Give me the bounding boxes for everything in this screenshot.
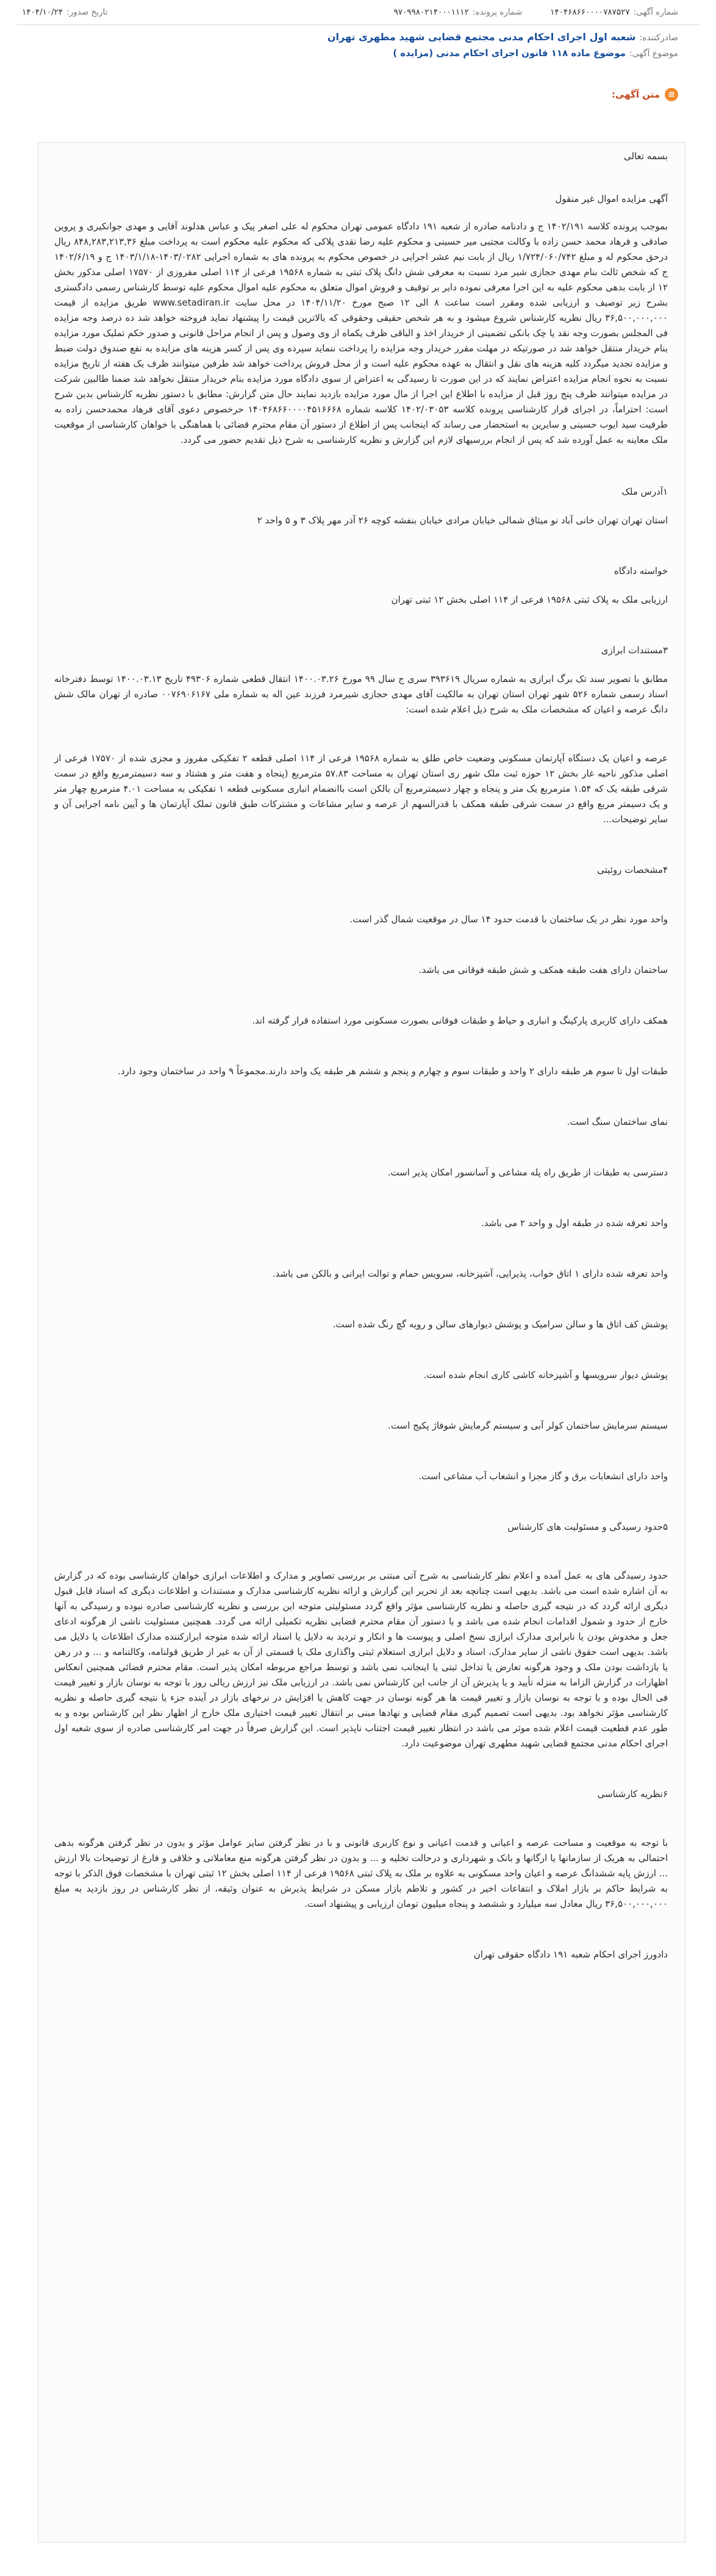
paragraph-auction-terms: بموجب پرونده کلاسه ۱۴۰۲/۱۹۱ ج و دادنامه صادره از شعبه ۱۹۱ دادگاه عمومی تهران محکوم له علی اصغر پیک و عباس هدلوند آقایی و مهدی جوانکیری و پروین صادقی و فرهاد محمد حسن زاده با وکالت مجتبی میر حسینی و محکوم علیه رضا نقدی پلاکی که محکوم علیه محکوم است به پرداخت مبلغ ۸۴۸,۲۸۳,۲۱۳,۳۶ ریال درحق محکوم له و مبلغ ۱/۷۲۴/۰۶۰/۷۴۲ ریال از بابت نیم عشر اجرایی در خصوص محکوم به پرونده های به شماره اجرایی ۱۴۰۳/۰۲۸۲-۱۴۰۳/۱/۱۸ ج و ۱۴۰۲/۶/۱۹ ج که شخص ثالث بنام مهدی حجازی شیر مرد نسبت به معرفی شش دانگ پلاک ثبتی به شماره ۱۹۵۶۸ فرعی از ۱۱۴ اصلی مفروزی از ۱۷۵۷۰ اصلی مذکور بخش ۱۲ از بابت بدهی محکوم علیه به این اجرا معرفی نموده دایر بر توقیف و فروش اموال متعلق به محکوم علیه اموال محکوم علیه توسط کارشناس رسمی دادگستری بشرح زیر توصیف و ارزیابی شده ومقرر است ساعت ۸ الی ۱۲ صبح مورخ ۱۴۰۴/۱۱/۲۰ در محل سایت www.setadiran.ir طریق مزایده از قیمت ۳۶,۵۰۰,۰۰۰,۰۰۰ ریال نظریه کارشناس شروع میشود و به هر شخص حقیقی وحقوقی که بالاترین قیمت را پیشنهاد نماید فروخته خواهد شد ده درصد وجه مزایده فی المجلس بصورت وجه نقد یا چک بانکی تضمینی از خریدار اخذ و الباقی ظرف یکماه از وی وصول و پس از انجام مراحل قانونی و صدور حکم تملیک مورد مزایده بنام خریدار منتقل خواهد شد در صورتیکه در مهلت مقرر خریدار وجه مزایده را پرداخت ننماید سپرده وی پس از کسر هزینه های مزایده به نفع صندوق دولت ضبط و مزایده تجدید میگردد کلیه هزینه های نقل و انتقال به عهده محکوم علیه است و از محل فروش پرداخت خواهد شد طرفین میتوانند ظرف یک هفته از تاریخ مزایده نسبت به نحوه انجام مزایده اعتراض نمایند که در این صورت تا رسیدگی به اعتراض از سوی دادگاه مورد مزایده بنام خریدار منتقل نخواهد شد ضمنا طالبین شرکت در مزایده میتوانند ظرف پنج روز قبل از مزایده با اطلاع این اجرا از مال مورد مزایده بازدید نمایند حال متن گزارش: مطابق با دستور نظریه کارشناس بدین شرح است: احتراماً، در اجرای قرار کارشناسی پرونده کلاسه ۱۴۰۲/۰۳۰۵۳ کلاسه شماره ۱۴۰۴۶۸۶۶۰۰۰۰۴۵۱۶۶۶۸ حرخصوص دعوی آقای فرهاد محمدحسن زاده به طرفیت سید ایوب حسینی و سایرین به استحضار می رساند که اینجانب پس از اطلاع از دستور آن مقام محترم قضائی با هماهنگی با خواهان کارشناسی از موقعیت ملک معاینه به عمل آورده شد که پس از انجام بررسیهای لازم این گزارش و نظریه کارشناسی به شرح ذیل تقدیم حضور می گردد. [54,221,668,445]
spec-unit-floor: واحد تعرفه شده در طبقه اول و واحد ۲ می باشد. [481,1218,668,1229]
spec-rooms: واحد تعرفه شده دارای ۱ اتاق خواب، پذیرایی، آشپزخانه، سرویس حمام و توالت ایرانی و بالکن می باشد. [272,1268,668,1279]
notice-number: شماره آگهی:۱۴۰۴۶۸۶۶۰۰۰۰۷۸۷۵۲۷ [550,7,678,17]
spec-utilities: واحد دارای انشعابات برق و گاز مجزا و انشعاب آب مشاعی است. [418,1471,668,1482]
spec-flooring: پوشش کف اتاق ها و سالن سرامیک و پوشش دیوارهای سالن و رویه گچ رنگ شده است. [332,1319,668,1330]
heading-expert-opinion: ۶نظریه کارشناسی [597,1788,668,1799]
notice-meta-row [0,0,716,24]
spec-ground-floor-use: همکف دارای کاربری پارکینگ و انباری و حیاط و طبقات فوقانی بصورت مسکونی مورد استفاده قرار گرفته اند. [252,1015,668,1026]
subject-line: موضوع آگهی:موضوع ماده ۱۱۸ قانون اجرای احکام مدنی (مزایده ) [393,48,678,59]
notice-ids [394,7,678,17]
document-icon: ≡ [665,88,678,101]
notice-text-label: ≡ متن آگهی: [22,88,678,101]
heading-auction: آگهی مزایده اموال غیر منقول [555,193,668,204]
spec-units: طبقات اول تا سوم هر طبقه دارای ۲ واحد و طبقات سوم و چهارم و پنجم و ششم هر طبقه یک واحد دارند.مجموعاً ۹ واحد در ساختمان وجود دارد. [118,1066,668,1077]
heading-documents: ۳مستندات ابرازی [601,645,668,656]
notice-body [38,142,686,2542]
issue-date: تاریخ صدور:۱۴۰۴/۱۰/۲۴ [22,7,108,17]
subject-text: موضوع ماده ۱۱۸ قانون اجرای احکام مدنی (مزایده ) [393,48,626,59]
paragraph-expert-opinion: با توجه به موقعیت و مساحت عرصه و اعیانی و قدمت اعیانی و نوع کاربری قانونی و با در نظر گرفتن سایر عوامل مؤثر و بدون در نظر گرفتن هرگونه بدهی احتمالی به هریک از سازمانها یا ارگانها و بانک و شهرداری و درحالت تخلیه و ... و بدون در نظر گرفتن هرگونه منع معاملاتی و خلافی و فارغ از توضیحات بالا ارزش ... ارزش پایه ششدانگ عرصه و اعیان واحد مسکونی به علاوه بر ملک به پلاک ثبتی ۱۹۵۶۸ فرعی از ۱۱۴ اصلی بخش ۱۲ ثبتی تهران با مشخصات فوق الذکر با توجه به شرایط حاکم بر بازار املاک و انتفاعات اخیر در کشور و تلاطم بازار مسکن در شرایط پذیرش به عنوان وثیقه، از نظر کارشناس در روز بازدید به مبلغ ۳۶,۵۰۰,۰۰۰,۰۰۰ ریال معادل سه میلیارد و ششصد و پنجاه میلیون تومان ارزیابی و پیشنهاد است. [54,1837,668,1909]
spec-facade: نمای ساختمان سنگ است. [567,1116,668,1127]
spec-tiling: پوشش دیوار سرویسها و آشپزخانه کاشی کاری انجام شده است. [423,1369,668,1380]
paragraph-address: استان تهران تهران خانی آباد نو میثاق شمالی خیابان مرادی خیابان بنفشه کوچه ۲۶ آذر مهر پلاک ۳ و ۵ واحد ۲ [257,515,668,526]
paragraph-documents: مطابق با تصویر سند تک برگ ابرازی به شماره سریال ۳۹۳۶۱۹ سری ج سال ۹۹ مورخ ۱۴۰۰.۰۳.۲۶ انتقال قطعی شماره ۴۹۳۰۶ تاریخ ۱۴۰۰.۰۳.۱۳ توسط دفترخانه اسناد رسمی شماره ۵۲۶ شهر تهران استان تهران به مالکیت آقای مهدی حجازی شیرمرد فرزند عین اله به شماره ملی ۰۰۷۶۹۰۶۱۶۷ صادره از تهران مالک شش دانگ عرصه و اعیان که مشخصات ملک به شرح ذیل اعلام شده است: [54,673,668,715]
signature-line: دادورز اجرای احکام شعبه ۱۹۱ دادگاه حقوقی تهران [473,1949,668,1960]
spec-access: دسترسی به طبقات از طریق راه پله مشاعی و آسانسور امکان پذیر است. [387,1167,668,1178]
heading-court-request: خواسته دادگاه [614,565,668,576]
issuer-line: صادرکننده:شعبه اول اجرای احکام مدنی مجتمع قضایی شهید مطهری تهران [327,31,678,43]
spec-hvac: سیستم سرمایش ساختمان کولر آبی و سیستم گرمایش شوفاژ پکیج است. [388,1420,668,1431]
issuer-name: شعبه اول اجرای احکام مدنی مجتمع قضایی شهید مطهری تهران [327,31,636,43]
heading-scope: ۵حدود رسیدگی و مسئولیت های کارشناس [507,1521,668,1532]
paragraph-court-request: ارزیابی ملک به پلاک ثبتی ۱۹۵۶۸ فرعی از ۱۱۴ اصلی بخش ۱۲ ثبتی تهران [391,594,668,605]
heading-address: ۱آدرس ملک [621,486,668,497]
paragraph-property-description: عرصه و اعیان یک دستگاه آپارتمان مسکونی وضعیت خاص طلق به شماره ۱۹۵۶۸ فرعی از ۱۱۴ اصلی قطعه ۲ تفکیکی مفروز و مجزی شده از ۱۷۵۷۰ فرعی از اصلی مذکور ناحیه غار بخش ۱۲ حوزه ثبت ملک شهر ری استان تهران به مساحت ۵۷.۸۳ مترمربع (پنجاه و هفت متر و هشتاد و سه دسیمترمربع واقع در سمت شرقی طبقه یک که ۱.۵۴ مترمربع یک متر و پنجاه و چهار دسیمترمربع آن بالکن است باانضمام انباری مسکونی قطعه ۱ تفکیکی به مساحت ۴.۰۱ مترمربع چهار متر و یک دسیمتر مربع واقع در سمت شرقی طبقه همکف با قدرالسهم از عرصه و سایر مشاعات و مشترکات طبق قانون تملک آپارتمان ها و آیین نامه اجرایی آن و سایر توضیحات... [54,753,668,825]
case-number: شماره پرونده:۹۷۰۹۹۸۰۲۱۴۰۰۰۱۱۱۲ [393,7,523,17]
paragraph-scope: حدود رسیدگی های به عمل آمده و اعلام نظر کارشناسی به شرح آتی مبتنی بر بررسی تصاویر و مدارک و اطلاعات ابرازی خواهان کارشناسی بوده که در گزارش به آن اشاره شده است می باشد. بدیهی است چنانچه بعد از تحریر این گزارش و ارائه نظریه کارشناسی مدارک و مستندات و اطلاعات دیگری که اسناد قابل قبول دیگری ارائه گردد که در نتیجه گیری حاصله و نظریه کارشناسی مؤثر واقع گردد مسئولیتی متوجه این بررسی و نظریه کارشناسی صادره نبوده و رسیدگی به آنها خارج از حدود و شمول اقدامات انجام شده می باشد و با دستور آن مقام محترم قضایی نظریه تکمیلی ارائه می گردد. همچنین مسئولیت ناشی از هرگونه ادعای جعل و مخدوش بودن یا نابرابری مدارک ابرازی نسخ اصلی و پیوست ها و انکار و تردید به دلایل یا اسناد ارائه شده متوجه ابرازکننده مدارک اطلاعات یا دلایل می باشد. بدیهی است حقوق ناشی از سایر مدارک، اسناد و دلایل ابرازی استعلام ثبتی واگذاری ملک یا قسمتی از آن به غیر از طریق قولنامه، وکالتنامه و ... و در رهن یا بازداشت بودن ملک و وجود هرگونه تعارض یا تداخل ثبتی یا اینجانب نمی باشد و توسط مراجع مربوطه امکان پذیر است. مقام محترم قضائی همچنین انعکاس اظهارات در گزارش الزاما به منزله تأیید و یا پذیرش آن از جانب این کارشناس نمی باشد. در ارزیابی ملک نیز ارزش ریالی روز با توجه به نوسان بازار و تغییر قیمت فی الحال بوده و با توجه به نوسان بازار و تغییر قیمت ها هر گونه نوسان در جهت کاهش یا افزایش در نرخهای بازار در آینده جزء یا نتیجه گیری حاصله و نظریه کارشناسی مؤثر نخواهد بود. بدیهی است تصمیم گیری مقام قضایی و نهادها مبنی بر انتقال تغییر قیمت اختیاری ملک خارج از اظهار نظر این کارشناس بوده و به طور عدم قطعیت قیمت اعلام شده موثر می باشد در انتظار تغییر قیمت اجتناب ناپذیر است. این گزارش صرفاً در جهت امر کارشناسی صادره از سوی شعبه اول اجرای احکام مدنی مجتمع قضایی شهید مطهری تهران موضوعیت دارد. [54,1570,668,1749]
spec-floors: ساختمان دارای هفت طبقه همکف و شش طبقه فوقانی می باشد. [418,964,668,975]
spec-building-age: واحد مورد نظر در یک ساختمان با قدمت حدود ۱۴ سال در موقعیت شمال گذر است. [349,914,668,925]
heading-observed-specs: ۴مشخصات روئیتی [597,864,668,875]
heading-bismillah: بسمه تعالی [623,151,668,162]
